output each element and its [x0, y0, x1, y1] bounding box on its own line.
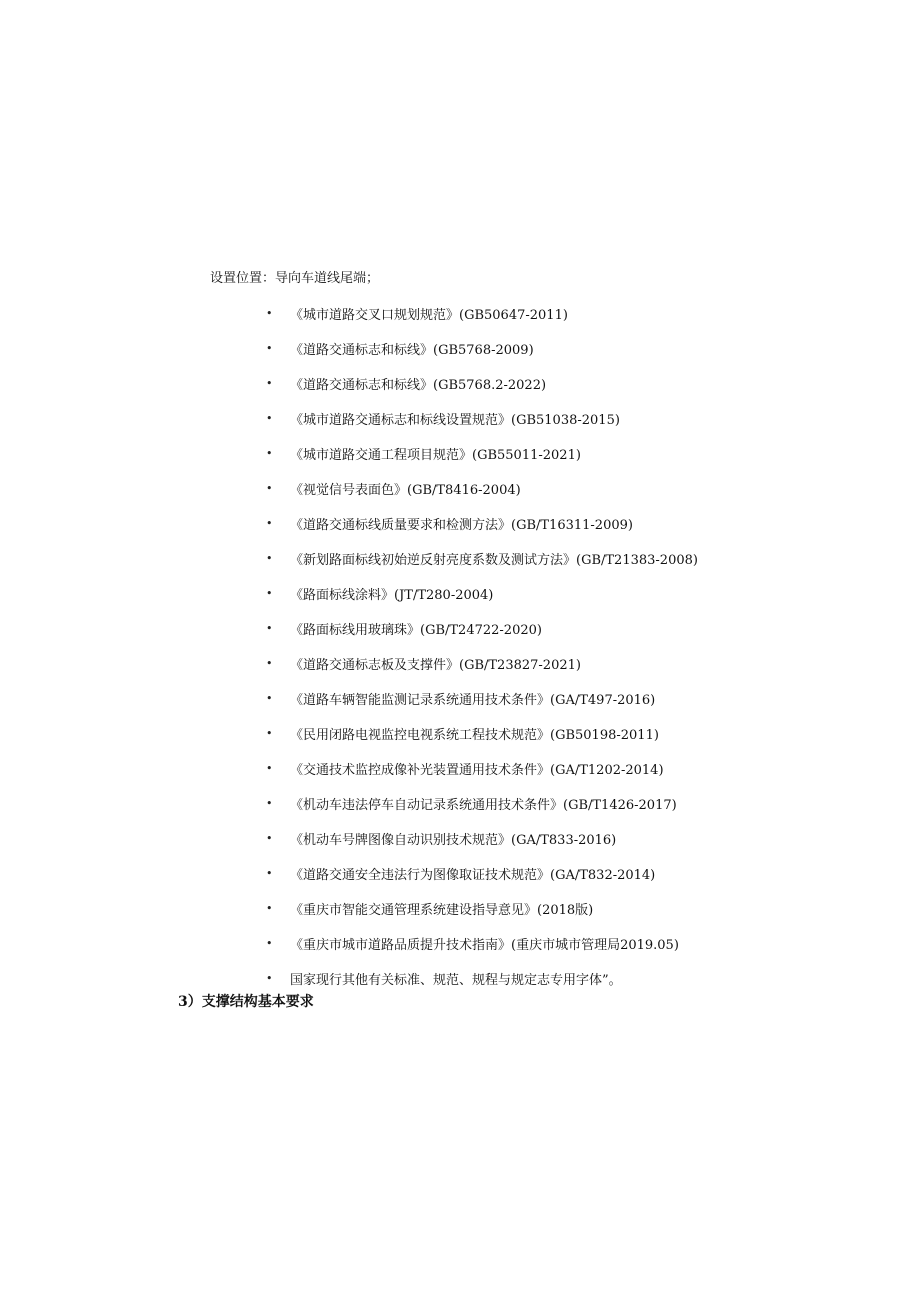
standard-list-item	[266, 366, 698, 401]
bullet-icon: •	[266, 412, 273, 425]
standard-text: 《道路车辆智能监测记录系统通用技术条件》(GA/T497-2016)	[290, 693, 656, 708]
bullet-icon: •	[266, 937, 273, 950]
standard-text: 《道路交通标线质量要求和检测方法》(GB/T16311-2009)	[290, 518, 633, 533]
standard-text: 《重庆市智能交通管理系统建设指导意见》(2018版)	[290, 903, 594, 918]
bullet-icon: •	[266, 307, 273, 320]
standard-list-item	[266, 786, 698, 821]
standards-list	[266, 296, 698, 996]
placement-note: 设置位置：导向车道线尾端；	[210, 271, 380, 286]
standard-list-item	[266, 506, 698, 541]
bullet-icon: •	[266, 692, 273, 705]
standard-list-item	[266, 611, 698, 646]
standard-text: 《道路交通标志和标线》(GB5768-2009)	[290, 343, 534, 358]
standard-text: 《交通技术监控成像补光装置通用技术条件》(GA/T1202-2014)	[290, 763, 664, 778]
bullet-icon: •	[266, 727, 273, 740]
standard-text: 《道路交通安全违法行为图像取证技术规范》(GA/T832-2014)	[290, 868, 656, 883]
standard-text: 《道路交通标志板及支撑件》(GB/T23827-2021)	[290, 658, 581, 673]
bullet-icon: •	[266, 867, 273, 880]
standard-text: 《路面标线涂料》(JT/T280-2004)	[290, 588, 494, 603]
section-heading: 3）支撑结构基本要求	[178, 994, 314, 1010]
standard-text: 《路面标线用玻璃珠》(GB/T24722-2020)	[290, 623, 542, 638]
standard-text: 《城市道路交通标志和标线设置规范》(GB51038-2015)	[290, 413, 620, 428]
standard-text: 《重庆市城市道路品质提升技术指南》(重庆市城市管理局2019.05)	[290, 938, 679, 953]
standard-text: 《民用闭路电视监控电视系统工程技术规范》(GB50198-2011)	[290, 728, 659, 743]
standard-text: 《机动车违法停车自动记录系统通用技术条件》(GB/T1426-2017)	[290, 798, 677, 813]
bullet-icon: •	[266, 622, 273, 635]
standard-list-item	[266, 821, 698, 856]
bullet-icon: •	[266, 377, 273, 390]
bullet-icon: •	[266, 762, 273, 775]
bullet-icon: •	[266, 552, 273, 565]
standard-text: 《机动车号牌图像自动识别技术规范》(GA/T833-2016)	[290, 833, 617, 848]
standard-list-item	[266, 716, 698, 751]
standard-list-item	[266, 926, 698, 961]
standard-list-item	[266, 681, 698, 716]
standard-list-item	[266, 471, 698, 506]
bullet-icon: •	[266, 797, 273, 810]
bullet-icon: •	[266, 657, 273, 670]
bullet-icon: •	[266, 447, 273, 460]
bullet-icon: •	[266, 587, 273, 600]
standard-list-item	[266, 856, 698, 891]
standard-text: 《道路交通标志和标线》(GB5768.2-2022)	[290, 378, 547, 393]
standard-list-item	[266, 576, 698, 611]
bullet-icon: •	[266, 832, 273, 845]
standard-list-item	[266, 646, 698, 681]
standard-list-item	[266, 296, 698, 331]
bullet-icon: •	[266, 342, 273, 355]
standard-text: 《城市道路交通工程项目规范》(GB55011-2021)	[290, 448, 581, 463]
standard-text: 《新划路面标线初始逆反射亮度系数及测试方法》(GB/T21383-2008)	[290, 553, 698, 568]
bullet-icon: •	[266, 972, 273, 985]
bullet-icon: •	[266, 517, 273, 530]
standard-list-item	[266, 541, 698, 576]
standard-text: 国家现行其他有关标准、规范、规程与规定志专用字体”。	[290, 973, 622, 988]
bullet-icon: •	[266, 482, 273, 495]
standard-list-item	[266, 751, 698, 786]
standard-text: 《城市道路交叉口规划规范》(GB50647-2011)	[290, 308, 568, 323]
standard-list-item	[266, 436, 698, 471]
standard-list-item	[266, 961, 698, 996]
standard-list-item	[266, 331, 698, 366]
standard-list-item	[266, 401, 698, 436]
standard-text: 《视觉信号表面色》(GB/T8416-2004)	[290, 483, 521, 498]
standard-list-item	[266, 891, 698, 926]
bullet-icon: •	[266, 902, 273, 915]
